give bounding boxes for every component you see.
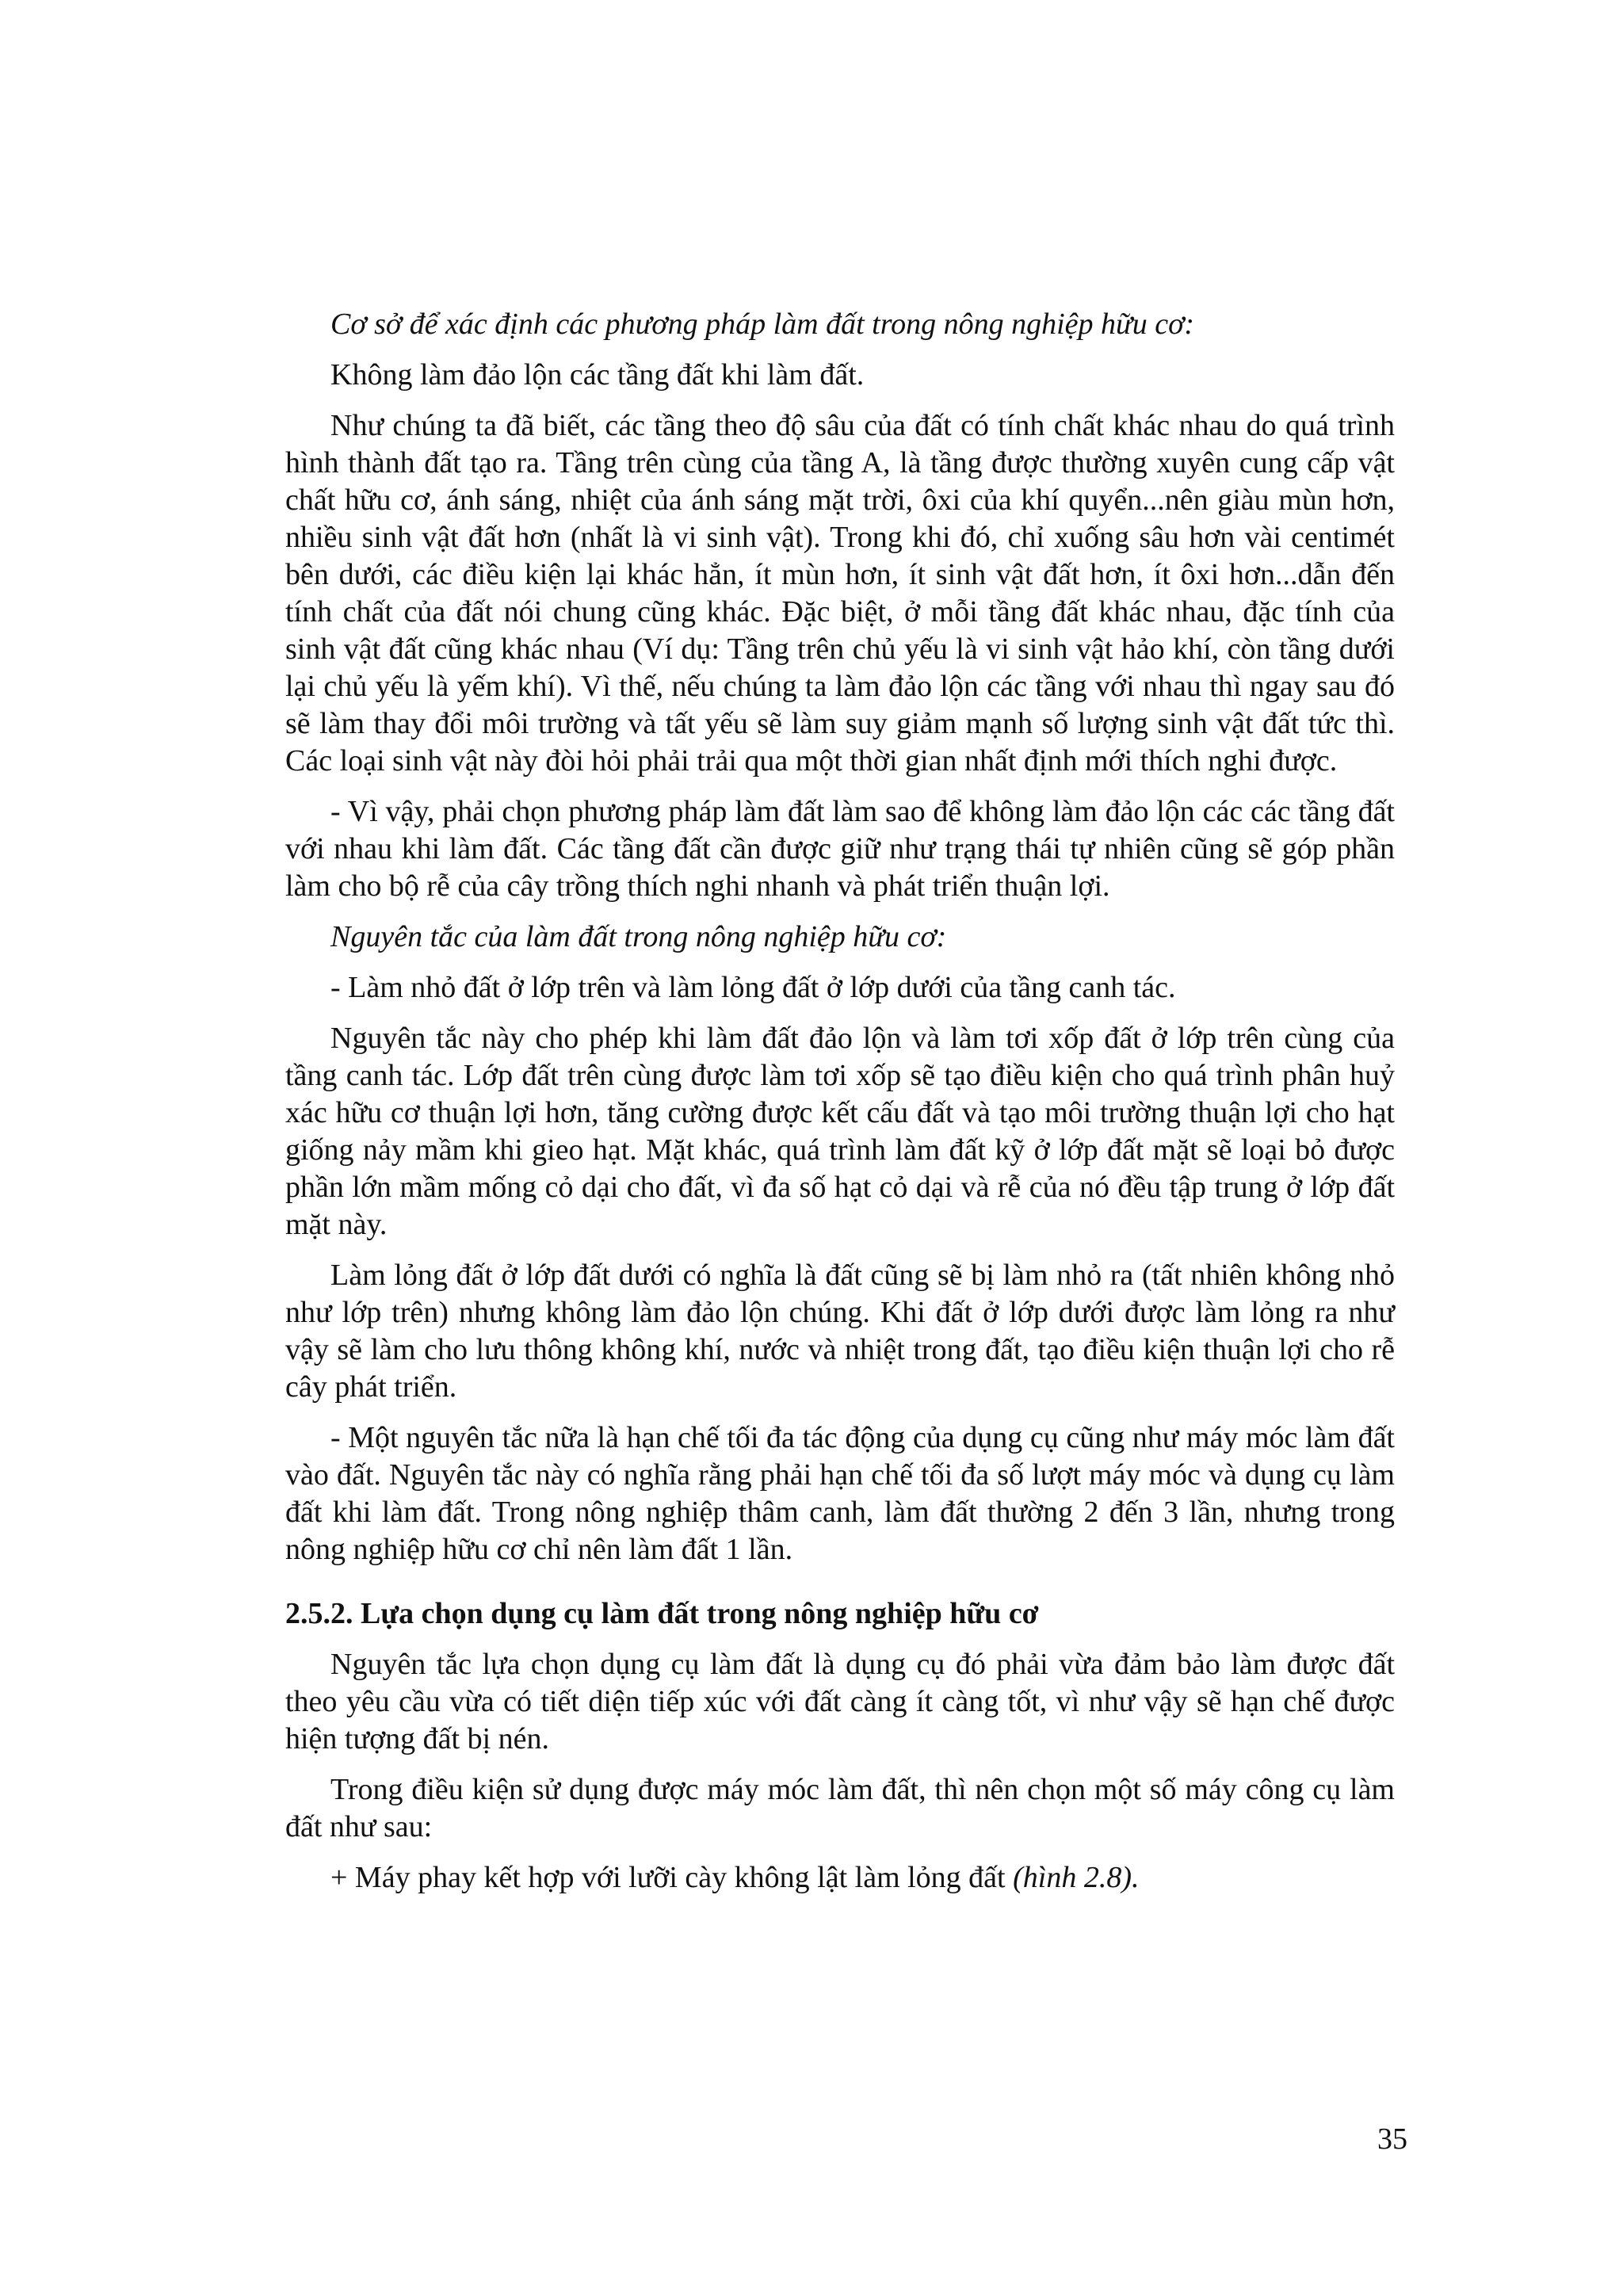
page-body — [285, 306, 1395, 1910]
paragraph-machinery: Trong điều kiện sử dụng được máy móc làm đất, thì nên chọn một số máy công cụ làm đất như sau: — [285, 1773, 1395, 1843]
paragraph-top-layer: Nguyên tắc này cho phép khi làm đất đảo lộn và làm tơi xốp đất ở lớp trên cùng của tầng canh tác. Lớp đất trên cùng được làm tơi xốp sẽ tạo điều kiện cho quá trình phân huỷ xác hữu cơ thuận lợi hơn, tăng cường được kết cấu đất và tạo môi trường thuận lợi cho hạt giống nảy mầm khi gieo hạt. Mặt khác, quá trình làm đất kỹ ở lớp đất mặt sẽ loại bỏ được phần lớn mầm mống cỏ dại cho đất, vì đa số hạt cỏ dại và rễ của nó đều tập trung ở lớp đất mặt này. — [285, 1022, 1395, 1241]
list-item-machine — [285, 1859, 1395, 1897]
principle-item-2: - Một nguyên tắc nữa là hạn chế tối đa tác động của dụng cụ cũng như máy móc làm đất vào đất. Nguyên tắc này có nghĩa rằng phải hạn chế tối đa số lượt máy móc và dụng cụ làm đất khi làm đất. Trong nông nghiệp thâm canh, làm đất thường 2 đến 3 lần, nhưng trong nông nghiệp hữu cơ chỉ nên làm đất 1 lần. — [285, 1421, 1395, 1566]
principle-item-1: - Làm nhỏ đất ở lớp trên và làm lỏng đất ở lớp dưới của tầng canh tác. — [330, 971, 1176, 1004]
paragraph-tool-selection: Nguyên tắc lựa chọn dụng cụ làm đất là dụng cụ đó phải vừa đảm bảo làm được đất theo yêu cầu vừa có tiết diện tiếp xúc với đất càng ít càng tốt, vì như vậy sẽ hạn chế được hiện tượng đất bị nén. — [285, 1648, 1395, 1755]
section-heading: 2.5.2. Lựa chọn dụng cụ làm đất trong nông nghiệp hữu cơ — [285, 1597, 1039, 1630]
figure-reference: (hình 2.8). — [1013, 1861, 1140, 1894]
paragraph-soil-layers: Như chúng ta đã biết, các tầng theo độ sâu của đất có tính chất khác nhau do quá trình hình thành đất tạo ra. Tầng trên cùng của tầng A, là tầng được thường xuyên cung cấp vật chất hữu cơ, ánh sáng, nhiệt của ánh sáng mặt trời, ôxi của khí quyển...nên giàu mùn hơn, nhiều sinh vật đất hơn (nhất là vi sinh vật). Trong khi đó, chỉ xuống sâu hơn vài centimét bên dưới, các điều kiện lại khác hẳn, ít mùn hơn, ít sinh vật đất hơn, ít ôxi hơn...dẫn đến tính chất của đất nói chung cũng khác. Đặc biệt, ở mỗi tầng đất khác nhau, đặc tính của sinh vật đất cũng khác nhau (Ví dụ: Tầng trên chủ yếu là vi sinh vật hảo khí, còn tầng dưới lại chủ yếu là yếm khí). Vì thế, nếu chúng ta làm đảo lộn các tầng với nhau thì ngay sau đó sẽ làm thay đổi môi trường và tất yếu sẽ làm suy giảm mạnh số lượng sinh vật đất tức thì. Các loại sinh vật này đòi hỏi phải trải qua một thời gian nhất định mới thích nghi được. — [285, 409, 1395, 777]
paragraph-conclusion: - Vì vậy, phải chọn phương pháp làm đất làm sao để không làm đảo lộn các các tầng đất với nhau khi làm đất. Các tầng đất cần được giữ như trạng thái tự nhiên cũng sẽ góp phần làm cho bộ rễ của cây trồng thích nghi nhanh và phát triển thuận lợi. — [285, 795, 1395, 903]
list-item-text: + Máy phay kết hợp với lưỡi cày không lật làm lỏng đất — [330, 1861, 1014, 1894]
paragraph-lower-layer: Làm lỏng đất ở lớp đất dưới có nghĩa là đất cũng sẽ bị làm nhỏ ra (tất nhiên không nhỏ như lớp trên) nhưng không làm đảo lộn chúng. Khi đất ở lớp dưới được làm lỏng ra như vậy sẽ làm cho lưu thông không khí, nước và nhiệt trong đất, tạo điều kiện thuận lợi cho rễ cây phát triển. — [285, 1259, 1395, 1404]
subsection-title-principles: Nguyên tắc của làm đất trong nông nghiệp hữu cơ: — [330, 920, 947, 953]
principle-statement: Không làm đảo lộn các tầng đất khi làm đất. — [330, 358, 865, 392]
subsection-title-basis: Cơ sở để xác định các phương pháp làm đất trong nông nghiệp hữu cơ: — [330, 308, 1195, 341]
page-number: 35 — [1377, 2122, 1407, 2156]
